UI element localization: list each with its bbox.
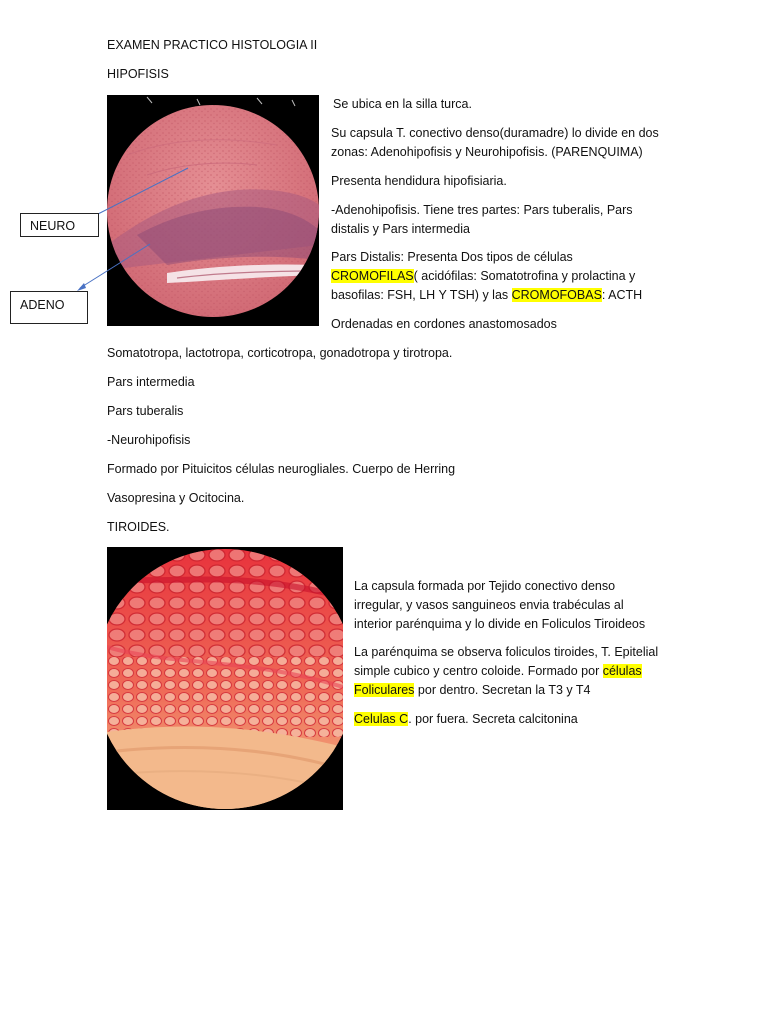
highlight-cromofobas: CROMOFOBAS xyxy=(511,288,602,302)
paragraph-pars-intermedia: Pars intermedia xyxy=(107,375,195,389)
adeno-pointer-line xyxy=(80,244,150,288)
paragraph-celulas-tipos: Somatotropa, lactotropa, corticotropa, gonadotropa y tirotropa. xyxy=(107,346,453,360)
paragraph-neurohipofisis: -Neurohipofisis xyxy=(107,433,191,447)
paragraph-adenohipofisis: -Adenohipofisis. Tiene tres partes: Pars tuberalis, Pars distalis y Pars intermedia xyxy=(331,203,633,236)
paragraph-capsula: Su capsula T. conectivo denso(duramadre) lo divide en dos zonas: Adenohipofisis y Neurohipofisis. (PARENQUIMA) xyxy=(331,126,659,159)
paragraph-pars-tuberalis: Pars tuberalis xyxy=(107,404,184,418)
highlight-cromofilas: CROMOFILAS xyxy=(331,269,414,283)
paragraph-hormonas: Vasopresina y Ocitocina. xyxy=(107,491,245,505)
label-adeno: ADENO xyxy=(10,291,88,324)
paragraph-celulas-c: Celulas C. por fuera. Secreta calcitonina xyxy=(354,712,578,726)
document-title: EXAMEN PRACTICO HISTOLOGIA II xyxy=(107,38,318,52)
paragraph-cordones: Ordenadas en cordones anastomosados xyxy=(331,317,557,331)
label-neuro: NEURO xyxy=(20,213,99,237)
paragraph-hendidura: Presenta hendidura hipofisiaria. xyxy=(331,174,507,188)
paragraph-ubicacion: Se ubica en la silla turca. xyxy=(333,97,472,111)
adeno-arrowhead xyxy=(77,283,86,291)
paragraph-tiroides-parenquima: La parénquima se observa foliculos tiroides, T. Epitelial simple cubico y centro coloide. Formado por células Foliculares por dentro. Secretan la T3 y T4 xyxy=(354,645,659,697)
section-heading-hipofisis: HIPOFISIS xyxy=(107,67,169,81)
section-heading-tiroides: TIROIDES. xyxy=(107,520,170,534)
neuro-pointer-line xyxy=(98,168,188,214)
paragraph-pituicitos: Formado por Pituicitos células neurogliales. Cuerpo de Herring xyxy=(107,462,456,476)
highlight-celulas-foliculares: células Foliculares xyxy=(354,664,642,697)
paragraph-pars-distalis: Pars Distalis: Presenta Dos tipos de células CROMOFILAS( acidófilas: Somatotrofina y prolactina y basofilas: FSH, LH Y TSH) y las CROMOFOBAS: ACTH xyxy=(331,250,643,302)
tiroides-micrograph xyxy=(107,547,343,810)
highlight-celulas-c: Celulas C xyxy=(354,712,409,726)
paragraph-tiroides-capsula: La capsula formada por Tejido conectivo denso irregular, y vasos sanguineos envia trabéculas al interior parénquima y lo divide en Foliculos Tiroideos xyxy=(354,579,646,631)
